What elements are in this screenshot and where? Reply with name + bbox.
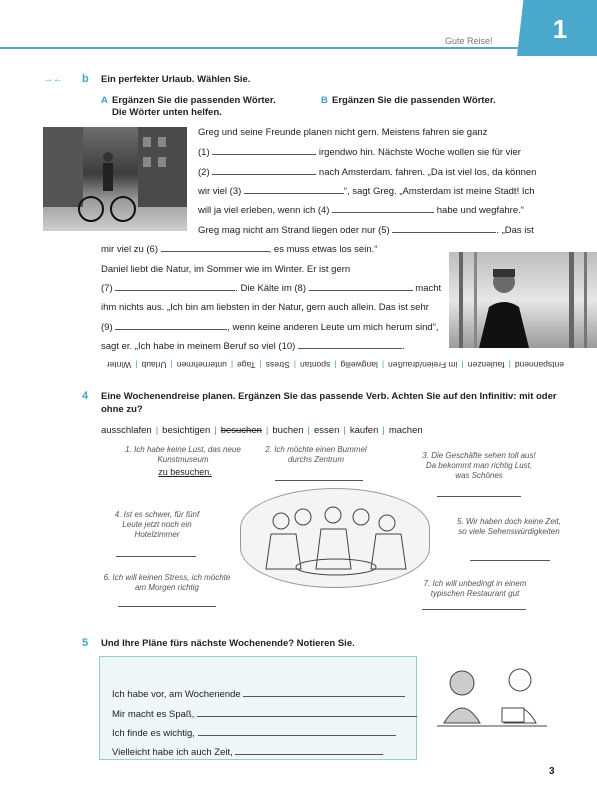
option-b-label: B <box>321 95 328 106</box>
option-a-text2: Die Wörter unten helfen. <box>112 107 222 118</box>
exercise-title: Ein perfekter Urlaub. Wählen Sie. <box>101 74 251 85</box>
text-line: Greg mag nicht am Strand liegen oder nur (5) <box>198 225 390 236</box>
word-bank-item: Stress <box>265 360 290 370</box>
word-separator: | <box>259 360 262 370</box>
speech-bubble-2: 2. Ich möchte einen Bummel durchs Zentrum <box>265 445 367 464</box>
planning-drawing <box>432 658 552 738</box>
speech-bubble-6: 6. Ich will keinen Stress, ich möchte am Morgen richtig <box>103 573 231 592</box>
word-separator: | <box>170 360 173 370</box>
word-separator: | <box>334 360 337 370</box>
answer-7-line[interactable] <box>422 609 526 610</box>
text-line: Greg und seine Freunde planen nicht gern. Meistens fahren sie ganz <box>198 127 488 138</box>
gap-9-field[interactable] <box>115 321 227 330</box>
gap-number: (2) <box>198 167 210 178</box>
verb-item-used: besuchen <box>220 425 262 436</box>
prompt-1: Ich habe vor, am Wochenende <box>112 689 241 700</box>
notes-box <box>99 656 417 760</box>
gap-3-field[interactable] <box>244 185 344 194</box>
word-bank-item: Urlaub <box>141 360 167 370</box>
answer-4-line[interactable] <box>116 556 196 557</box>
winter-man-photo <box>449 252 597 348</box>
speech-bubble-3: 3. Die Geschäfte sehen toll aus! Da bekommt man richtig Lust, was Schönes <box>422 451 536 480</box>
page-number: 3 <box>549 766 555 777</box>
word-separator: | <box>214 425 217 436</box>
text-line: , es muss etwas los sein.“ <box>268 244 378 255</box>
exercise-title-cont: ohne zu? <box>101 404 143 415</box>
word-separator: | <box>230 360 234 370</box>
gap-number: (9) <box>101 322 113 333</box>
word-bank-item: entspannend <box>514 360 564 370</box>
word-separator: | <box>382 425 385 436</box>
word-separator: | <box>381 360 385 370</box>
friends-illustration <box>240 488 430 588</box>
word-separator: | <box>293 360 297 370</box>
speech-bubble-7: 7. Ich will unbedingt in einem typischen Restaurant gut <box>423 579 527 598</box>
speech-bubble-1: 1. Ich habe keine Lust, das neue Kunstmuseum <box>125 445 241 464</box>
answer-line[interactable] <box>197 708 417 717</box>
verb-bank <box>101 425 423 436</box>
text-line: macht <box>415 283 442 294</box>
header-title: Gute Reise! <box>445 36 493 46</box>
pair-work-icon: →← <box>43 74 63 85</box>
gap-number: (1) <box>198 147 210 158</box>
exercise-title: Eine Wochenendreise planen. Ergänzen Sie das passende Verb. Achten Sie auf den Infinitiv: mit oder <box>101 391 557 402</box>
verb-item: ausschlafen <box>101 425 152 436</box>
text-line: Daniel liebt die Natur, im Sommer wie im Winter. Er ist gern <box>101 264 351 275</box>
text-line: . <box>401 341 405 352</box>
chapter-number: 1 <box>552 14 568 44</box>
answer-5-line[interactable] <box>470 560 550 561</box>
speech-bubble-5: 5. Wir haben doch keine Zeit, so viele Sehenswürdigkeiten <box>457 517 561 536</box>
answer-line[interactable] <box>198 727 396 736</box>
word-bank-item: spontan <box>300 360 331 370</box>
friends-drawing <box>241 489 431 589</box>
word-bank-item: unternehmen <box>176 360 227 370</box>
word-bank-item: faulenzen <box>467 360 505 370</box>
example-answer: zu besuchen. <box>158 467 212 477</box>
answer-line[interactable] <box>235 746 383 755</box>
cyclist-illustration <box>43 127 187 231</box>
option-a-text: Ergänzen Sie die passenden Wörter. <box>112 95 276 106</box>
text-line: wir viel (3) <box>198 186 242 197</box>
gap-number: (7) <box>101 283 113 294</box>
exercise-letter: b <box>82 73 89 85</box>
answer-2-line[interactable] <box>275 480 363 481</box>
prompt-2: Mir macht es Spaß, <box>112 709 195 720</box>
speech-bubble-4: 4. Ist es schwer, für fünf Leute jetzt noch ein Hotelzimmer <box>114 510 200 539</box>
word-separator: | <box>343 425 346 436</box>
answer-6-line[interactable] <box>118 606 216 607</box>
word-bank-item: Winter <box>106 360 132 370</box>
text-line: nach Amsterdam. fahren. „Da ist viel los, da können <box>318 167 537 178</box>
option-a-label: A <box>101 95 108 106</box>
word-separator: | <box>265 425 269 436</box>
word-separator: | <box>508 360 511 370</box>
word-separator: | <box>155 425 159 436</box>
planning-illustration <box>432 658 552 738</box>
word-bank-item: im Freien/draußen <box>388 360 458 370</box>
header-rule <box>0 47 520 49</box>
word-bank <box>104 357 564 370</box>
prompt-3: Ich finde es wichtig, <box>112 728 195 739</box>
word-bank-item: Tage <box>237 360 256 370</box>
word-separator: | <box>307 425 311 436</box>
gap-8-field[interactable] <box>309 282 413 291</box>
word-bank-item: langweilig <box>340 360 378 370</box>
verb-item: buchen <box>272 425 304 436</box>
word-separator: | <box>135 360 138 370</box>
gap-7-field[interactable] <box>115 282 235 291</box>
gap-6-field[interactable] <box>161 243 269 252</box>
gap-10-field[interactable] <box>298 340 402 349</box>
text-line: ihm nichts aus. „Ich bin am liebsten in der Natur, gern auch allein. Das ist sehr <box>101 302 429 313</box>
text-line: will ja viel erleben, wenn ich (4) <box>198 205 330 216</box>
text-line: . Die Kälte im (8) <box>235 283 307 294</box>
prompt-4: Vielleicht habe ich auch Zeit, <box>112 747 233 758</box>
gap-2-field[interactable] <box>212 166 316 175</box>
gap-4-field[interactable] <box>332 204 434 213</box>
gap-1-field[interactable] <box>212 146 316 155</box>
text-line: irgendwo hin. Nächste Woche wollen sie für vier <box>318 147 521 158</box>
word-separator: | <box>461 360 464 370</box>
cyclist-photo <box>43 127 187 231</box>
verb-item: essen <box>314 425 340 436</box>
verb-item: machen <box>388 425 423 436</box>
winter-illustration <box>449 252 597 348</box>
text-line: mir viel zu (6) <box>101 244 159 255</box>
text-line: . „Das ist <box>496 225 534 236</box>
option-b-text: Ergänzen Sie die passenden Wörter. <box>332 95 496 106</box>
answer-3-line[interactable] <box>437 496 521 497</box>
text-line: “, sagt Greg. „Amsterdam ist meine Stadt! Ich <box>343 186 535 197</box>
exercise-number: 5 <box>82 637 89 649</box>
text-line: habe und wegfahre.“ <box>436 205 524 216</box>
text-line: , wenn keine anderen Leute um mich herum sind“, <box>227 322 439 333</box>
exercise-number: 4 <box>82 390 89 402</box>
answer-line[interactable] <box>243 688 405 697</box>
verb-item: besichtigen <box>162 425 211 436</box>
gap-5-field[interactable] <box>392 224 496 233</box>
verb-item: kaufen <box>349 425 379 436</box>
text-line: sagt er. „Ich habe in meinem Beruf so viel (10) <box>101 341 296 352</box>
exercise-title: Und Ihre Pläne fürs nächste Wochenende? Notieren Sie. <box>101 638 355 649</box>
